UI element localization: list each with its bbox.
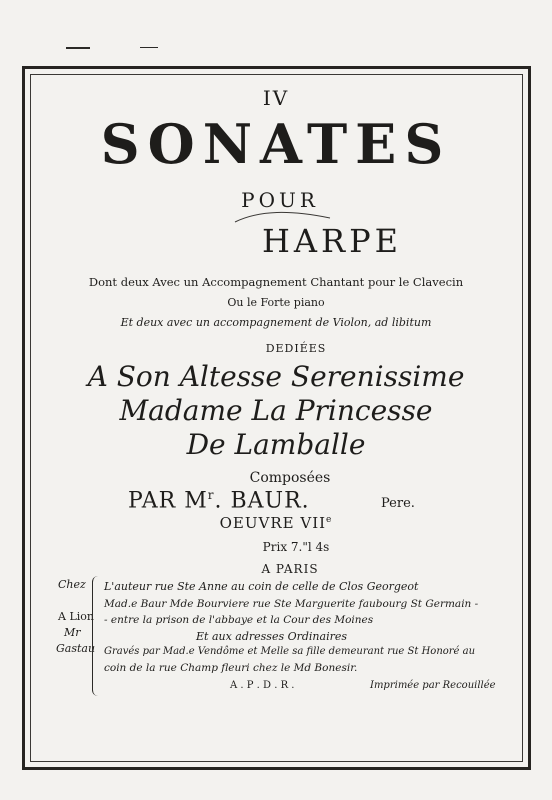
- instrument-title: HARPE: [262, 222, 402, 260]
- printer-credit: Imprimée par Recouillée: [370, 680, 496, 691]
- publisher-line-1: L'auteur rue Ste Anne au coin de celle de Clos Georgeot: [104, 580, 419, 593]
- dedicatee-line-3: De Lamballe: [186, 428, 366, 461]
- subtitle-line-1: Dont deux Avec un Accompagnement Chantant pour le Clavecin: [88, 275, 464, 289]
- volume-number: IV: [262, 86, 290, 110]
- side-chez: Chez: [58, 578, 86, 591]
- subtitle-line-2: Ou le Forte piano: [227, 296, 325, 309]
- publisher-line-3: - entre la prison de l'abbaye et la Cour des Moines: [104, 614, 374, 626]
- publisher-line-4: Et aux adresses Ordinaires: [196, 630, 348, 643]
- opus: OEUVRE VII: [219, 514, 327, 532]
- composer-prefix: PAR M: [128, 488, 208, 514]
- dash-mark-1: [66, 47, 90, 49]
- composer-line: [128, 488, 310, 513]
- publisher-line-2: Mad.e Baur Mde Bourviere rue Ste Marguerite faubourg St Germain -: [104, 598, 479, 610]
- publisher-line-5: Gravés par Mad.e Vendôme et Melle sa fille demeurant rue St Honoré au: [104, 646, 476, 657]
- composer-sup: r: [207, 488, 215, 502]
- address-brace: [92, 576, 103, 696]
- composer-name: . BAUR.: [214, 488, 310, 514]
- opus-line: [0, 514, 552, 532]
- side-gastau: Gastau: [56, 642, 96, 655]
- dash-mark-2: [140, 47, 158, 48]
- composed-label: Composées: [249, 470, 331, 486]
- opus-sup: e: [326, 515, 333, 525]
- main-title: SONATES: [100, 112, 452, 176]
- subtitle-line-3: Et deux avec un accompagnement de Violon, ad libitum: [120, 316, 432, 329]
- privilege: A . P . D . R .: [230, 680, 295, 691]
- flourish-ornament: [230, 200, 340, 230]
- publisher-city: A PARIS: [261, 562, 319, 576]
- publisher-line-6: coin de la rue Champ fleuri chez le Md Bonesir.: [104, 662, 358, 674]
- dedication-label: DEDIÉES: [265, 342, 327, 355]
- dedicatee-line-2: Madame La Princesse: [119, 394, 433, 427]
- side-mr: Mr: [64, 626, 81, 639]
- side-alion: A Lion: [58, 610, 94, 623]
- pour-label: POUR: [241, 188, 319, 212]
- composer-suffix: Pere.: [381, 496, 415, 511]
- dedicatee-line-1: A Son Altesse Serenissime: [87, 360, 465, 393]
- price: Prix 7."l 4s: [262, 540, 330, 554]
